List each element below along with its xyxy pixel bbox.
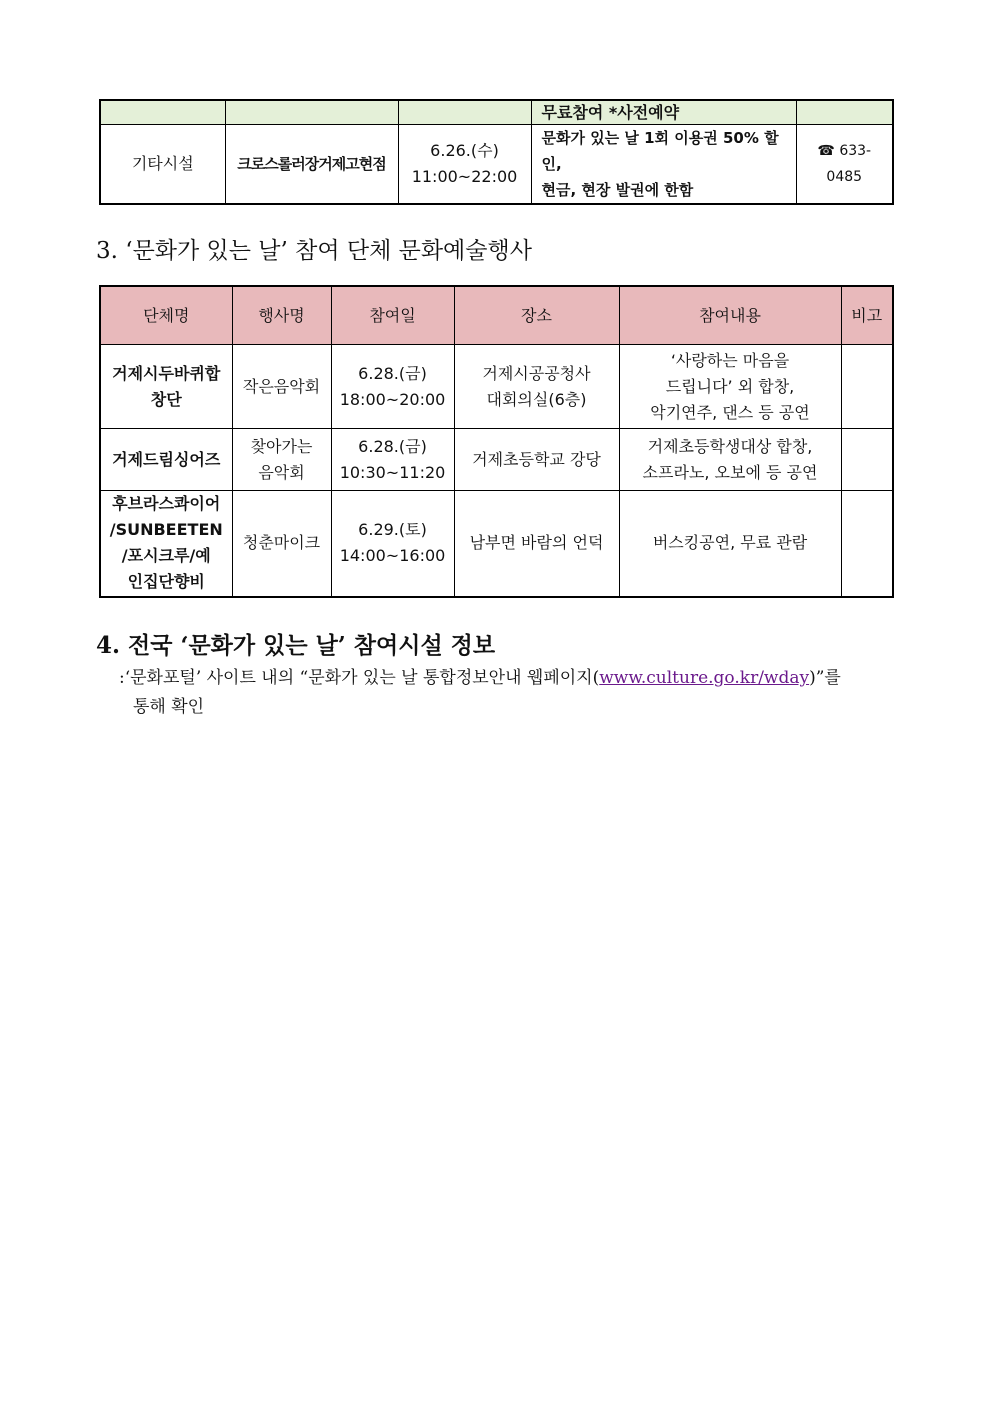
culture-portal-link[interactable]: www.culture.go.kr/wday [599, 668, 810, 688]
place-line: 대회의실(6층) [486, 389, 587, 409]
event-name [232, 429, 331, 491]
table1-header-cell-reservation: 무료참여 *사전예약 [531, 100, 796, 125]
event-place [454, 491, 619, 597]
event-content [619, 345, 841, 429]
table-row [100, 491, 893, 597]
table1-header-cell [796, 100, 893, 125]
content-line: 소프라노, 오보에 등 공연 [642, 462, 818, 482]
table1-header-row [100, 100, 893, 125]
content-line: 드립니다’ 외 합창, [665, 376, 795, 396]
date-line: 6.26.(수) [430, 141, 499, 160]
content-line: ‘사랑하는 마음을 [670, 350, 790, 370]
time-line: 14:00~16:00 [339, 546, 446, 566]
header-group: 단체명 [100, 286, 232, 345]
content-line: 버스킹공연, 무료 관람 [652, 533, 808, 553]
section4-note [119, 664, 841, 722]
section4-title: 4. 전국 ‘문화가 있는 날’ 참여시설 정보 [96, 632, 496, 659]
group-name [100, 345, 232, 429]
event-date [331, 429, 454, 491]
time-line: 18:00~20:00 [339, 389, 446, 409]
facility-table [99, 99, 894, 205]
date-line: 6.28.(금) [358, 436, 427, 456]
table-row [100, 429, 893, 491]
event-place [454, 345, 619, 429]
group-line: 인집단향비 [127, 572, 205, 592]
header-place: 장소 [454, 286, 619, 345]
event-note [841, 345, 893, 429]
place-line: 거제초등학교 강당 [472, 449, 601, 469]
table1-header-cell [225, 100, 398, 125]
event-line: 작은음악회 [242, 376, 321, 396]
facility-content [531, 125, 796, 205]
group-line: /SUNBEETEN [109, 520, 223, 540]
header-date: 참여일 [331, 286, 454, 345]
facility-name: 크로스롤러장거제고현점 [225, 125, 398, 205]
group-line: /포시크루/예 [121, 546, 211, 566]
event-content [619, 491, 841, 597]
section3-title: 3. ‘문화가 있는 날’ 참여 단체 문화예술행사 [96, 238, 532, 264]
content-line: 거제초등학생대상 합창, [647, 436, 813, 456]
note-suffix: )”를 [809, 668, 841, 688]
date-line: 6.28.(금) [358, 363, 427, 383]
event-note [841, 491, 893, 597]
group-line: 거제드림싱어즈 [112, 449, 221, 469]
event-note [841, 429, 893, 491]
table1-header-cell [100, 100, 225, 125]
table2-header-row [100, 286, 893, 345]
place-line: 거제시공공청사 [482, 363, 591, 383]
header-event: 행사명 [232, 286, 331, 345]
place-line: 남부면 바람의 언덕 [469, 533, 604, 553]
content-line: 문화가 있는 날 1회 이용권 50% 할인, [541, 129, 779, 173]
time-line: 10:30~11:20 [339, 462, 446, 482]
event-date [331, 345, 454, 429]
phone-icon: ☎ [817, 143, 835, 159]
event-date [331, 491, 454, 597]
contact-number: 633-0485 [826, 143, 872, 185]
event-place [454, 429, 619, 491]
facility-date [398, 125, 531, 205]
event-name [232, 491, 331, 597]
header-content: 참여내용 [619, 286, 841, 345]
event-content [619, 429, 841, 491]
table1-row [100, 125, 893, 205]
table1-header-cell [398, 100, 531, 125]
content-line: 악기연주, 댄스 등 공연 [650, 402, 810, 422]
group-line: 후브라스콰이어 [112, 494, 221, 514]
content-line: 현금, 현장 발권에 한함 [541, 181, 694, 199]
group-name [100, 491, 232, 597]
table-row [100, 345, 893, 429]
group-name [100, 429, 232, 491]
group-line: 거제시두바퀴합 [112, 363, 221, 383]
facility-category: 기타시설 [100, 125, 225, 205]
events-table [99, 285, 894, 598]
group-line: 창단 [150, 389, 182, 409]
note-line-2: 통해 확인 [133, 697, 205, 717]
header-note: 비고 [841, 286, 893, 345]
note-line-1 [119, 664, 841, 693]
event-line: 청춘마이크 [242, 533, 321, 553]
date-line: 6.29.(토) [358, 520, 427, 540]
facility-contact [796, 125, 893, 205]
event-line: 음악회 [258, 462, 305, 482]
event-line: 찾아가는 [250, 436, 313, 456]
note-prefix: :‘문화포털’ 사이트 내의 “문화가 있는 날 통합정보안내 웹페이지( [119, 668, 600, 688]
time-line: 11:00~22:00 [411, 167, 518, 186]
event-name [232, 345, 331, 429]
